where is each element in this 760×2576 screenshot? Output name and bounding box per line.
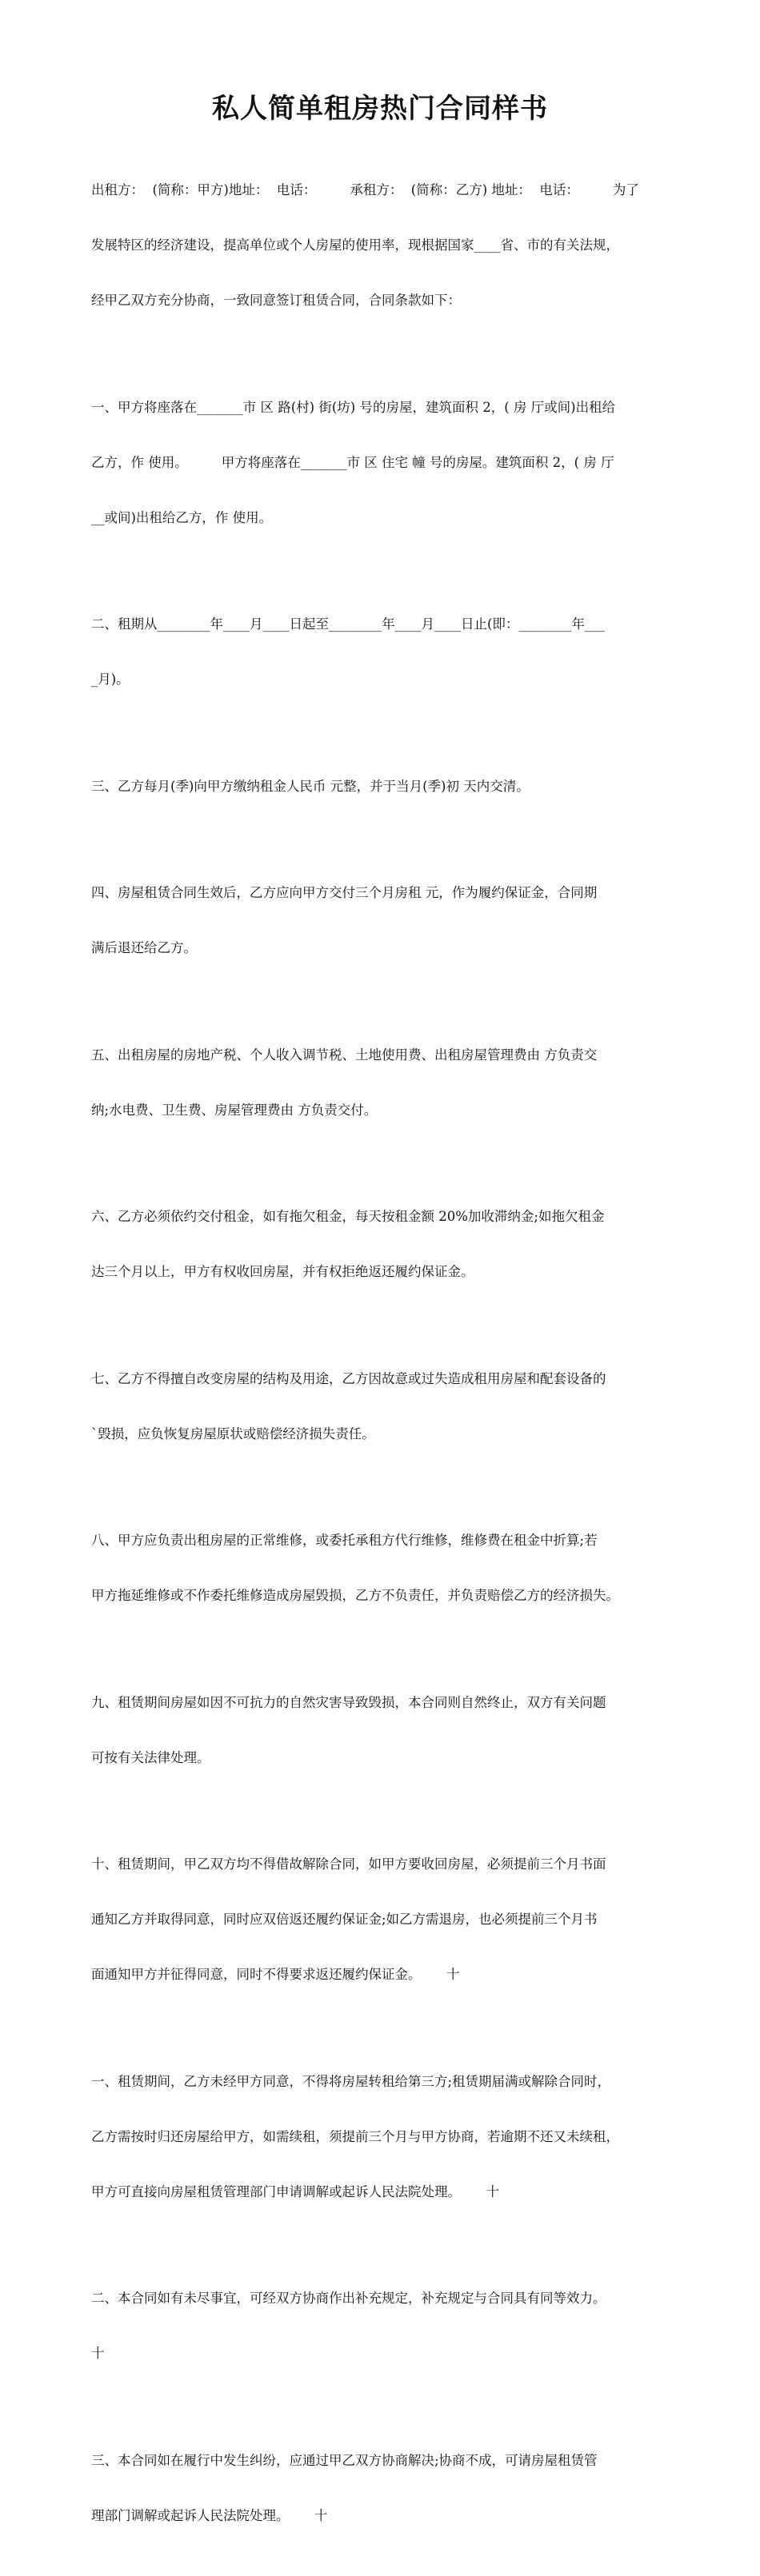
clause-paragraph <box>91 2036 685 2238</box>
text-line: 经甲乙双方充分协商，一致同意签订租赁合同，合同条款如下： <box>91 293 461 308</box>
text-line: 十 <box>91 2346 105 2361</box>
text-line: 三、本合同如在履行中发生纠纷，应通过甲乙双方协商解决;协商不成，可请房屋租赁管 <box>91 2452 598 2468</box>
clause-paragraph <box>91 1494 685 1641</box>
clause-paragraph <box>91 1657 685 1804</box>
text-line: 十、租赁期间，甲乙双方均不得借故解除合同，如甲方要收回房屋，必须提前三个月书面 <box>91 1856 606 1872</box>
text-line: 出租方： (简称：甲方)地址： 电话： 承租方： (简称：乙方) 地址： 电话： 为了 <box>91 182 639 197</box>
text-line: `毁损，应负恢复房屋原状或赔偿经济损失责任。 <box>91 1426 375 1442</box>
clause-paragraph <box>91 144 685 346</box>
document-title: 私人简单租房热门合同样书 <box>212 93 548 125</box>
text-line: 四、房屋租赁合同生效后，乙方应向甲方交付三个月房租 元，作为履约保证金，合同期 <box>91 885 598 900</box>
text-line: 乙方需按时归还房屋给甲方，如需续租，须提前三个月与甲方协商，若逾期不还又未续租， <box>91 2128 619 2144</box>
text-line: 甲方拖延维修或不作委托维修造成房屋毁损，乙方不负责任，并负责赔偿乙方的经济损失。 <box>91 1588 619 1603</box>
text-line: 达三个月以上，甲方有权收回房屋，并有权拒绝返还履约保证金。 <box>91 1264 474 1279</box>
text-line: _月)。 <box>91 672 130 687</box>
text-line: 通知乙方并取得同意，同时应双倍返还履约保证金;如乙方需退房，也必须提前三个月书 <box>91 1912 598 1927</box>
text-line: 纳;水电费、卫生费、房屋管理费由 方负责交付。 <box>91 1102 378 1118</box>
clause-paragraph <box>91 2415 685 2562</box>
text-line: 理部门调解或起诉人民法院处理。 十 <box>91 2507 328 2523</box>
text-line: 面通知甲方并征得同意，同时不得要求返还履约保证金。 十 <box>91 1967 460 1982</box>
text-line: 八、甲方应负责出租房屋的正常维修，或委托承租方代行维修，维修费在租金中折算;若 <box>91 1533 598 1548</box>
text-line: 九、租赁期间房屋如因不可抗力的自然灾害导致毁损，本合同则自然终止，双方有关问题 <box>91 1694 606 1710</box>
text-line: __或间)出租给乙方，作 使用。 <box>91 509 273 525</box>
text-line: 六、乙方必须依约交付租金，如有拖欠租金，每天按租金额 20%加收滞纳金;如拖欠租金 <box>91 1209 605 1224</box>
text-line: 七、乙方不得擅自改变房屋的结构及用途，乙方因故意或过失造成租用房屋和配套设备的 <box>91 1370 606 1386</box>
clause-paragraph <box>91 1818 685 2020</box>
clause-paragraph <box>91 1009 685 1156</box>
text-line: 二、租期从________年____月____日起至________年____月____日止(即：________年___ <box>91 616 605 632</box>
text-line: 五、出租房屋的房地产税、个人收入调节税、土地使用费、出租房屋管理费由 方负责交 <box>91 1047 598 1063</box>
text-line: 满后退还给乙方。 <box>91 940 197 955</box>
clause-paragraph <box>91 1170 685 1318</box>
clause-paragraph <box>91 2252 685 2399</box>
clause-paragraph <box>91 361 685 564</box>
text-line: 一、甲方将座落在_______市 区 路(村) 街(坊) 号的房屋，建筑面积 2，( 房 厅或间)出租给 <box>91 399 616 415</box>
text-line: 乙方，作 使用。 甲方将座落在_______市 区 住宅 幢 号的房屋。建筑面积 2，( 房 厅 <box>91 454 614 470</box>
text-line: 一、租赁期间，乙方未经甲方同意，不得将房屋转租给第三方;租赁期届满或解除合同时， <box>91 2073 611 2089</box>
clause-paragraph <box>91 578 685 725</box>
text-line: 二、本合同如有未尽事宜，可经双方协商作出补充规定，补充规定与合同具有同等效力。 <box>91 2291 606 2306</box>
clause-paragraph <box>91 847 685 994</box>
document-body <box>91 144 685 2576</box>
text-line: 发展特区的经济建设，提高单位或个人房屋的使用率，现根据国家____省、市的有关法规， <box>91 237 619 253</box>
text-line: 甲方可直接向房屋租赁管理部门申请调解或起诉人民法院处理。 十 <box>91 2183 499 2199</box>
text-line: 三、乙方每月(季)向甲方缴纳租金人民币 元整，并于当月(季)初 天内交清。 <box>91 778 530 794</box>
clause-paragraph <box>91 1333 685 1480</box>
clause-paragraph <box>91 740 685 832</box>
text-line: 可按有关法律处理。 <box>91 1749 210 1765</box>
